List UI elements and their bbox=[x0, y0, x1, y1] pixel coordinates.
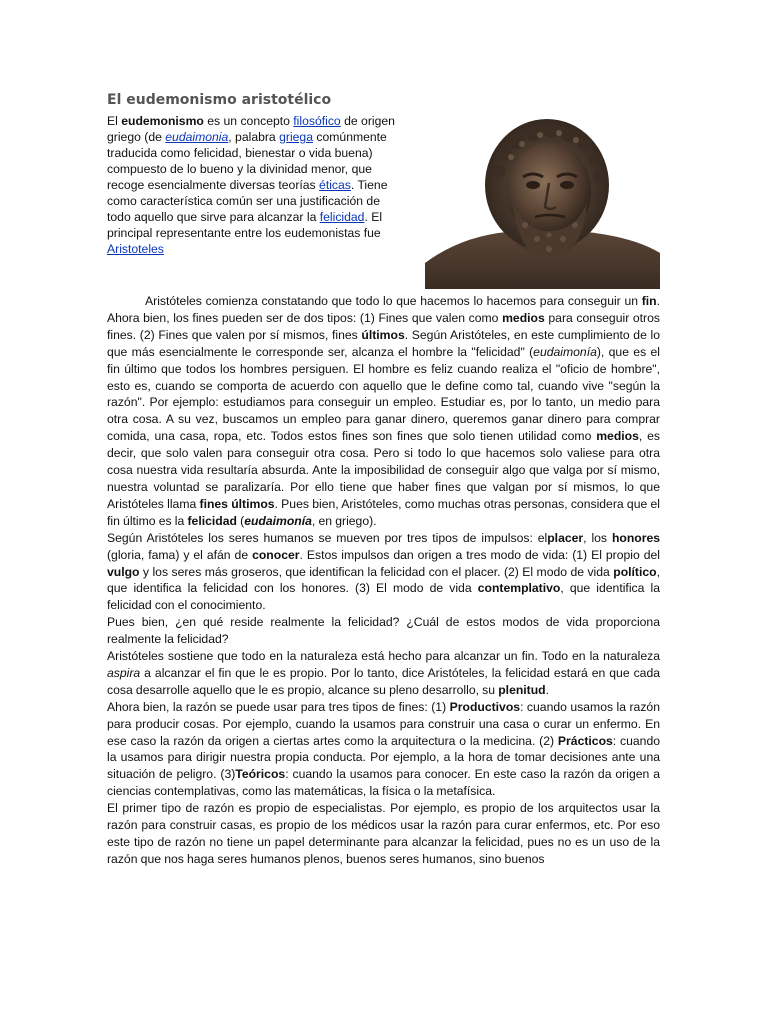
body-paragraph bbox=[107, 648, 660, 699]
bold-term: honores bbox=[611, 530, 661, 545]
text-run: , que identifica la felicidad con el conocimiento. bbox=[107, 581, 660, 613]
bold-term: medios bbox=[502, 310, 545, 325]
text-run: . Tiene como característica común ser una justificación de todo aquello que sirve para alcanzar la bbox=[107, 178, 388, 224]
text-run: comúnmente traducida como felicidad, bienestar o vida buena) compuesto de lo bueno y la divinidad menor, que recoge esencialmente diversas teorías bbox=[107, 130, 387, 192]
body-paragraph bbox=[107, 530, 660, 615]
text-run: , en griego). bbox=[311, 513, 377, 528]
bold-term: contemplativo bbox=[477, 581, 561, 596]
text-run: Ahora bien, la razón se puede usar para tres tipos de fines: (1) bbox=[107, 699, 450, 714]
text-run: . Pues bien, Aristóteles, como muchas otras personas, considera que el fin último es la bbox=[107, 496, 660, 528]
text-run: : cuando usamos la razón para producir cosas. Por ejemplo, cuando la usamos para construir una casa o curar un enfermo. En ese caso la razón da origen a ciertas artes como la arquitectura o la medicina. (2) bbox=[107, 699, 660, 748]
text-run: : cuando la usamos para dirigir nuestra propia conducta. Por ejemplo, a la hora de tomar decisiones ante una situación de peligro. (3) bbox=[107, 733, 661, 782]
text-run: es un concepto bbox=[203, 114, 294, 128]
text-run: . Según Aristóteles, en este cumplimiento de lo que más esencialmente le corresponde ser, alcanza el hombre la "felicidad" ( bbox=[107, 327, 660, 359]
bold-term: Teóricos bbox=[235, 767, 286, 782]
italic-term: aspira bbox=[107, 665, 141, 680]
bold-term: fines últimos bbox=[199, 496, 275, 511]
bold-term: eudaimonía bbox=[244, 513, 312, 528]
text-run: de origen griego (de bbox=[107, 114, 395, 144]
bold-term: político bbox=[613, 564, 657, 579]
text-run: El bbox=[107, 114, 122, 128]
bold-term: conocer bbox=[252, 547, 300, 562]
body-paragraph bbox=[107, 800, 660, 868]
text-run: Aristóteles sostiene que todo en la naturaleza está hecho para alcanzar un fin. Todo en la naturaleza bbox=[107, 649, 660, 664]
link[interactable]: eudaimonia bbox=[165, 130, 229, 144]
link[interactable]: éticas bbox=[319, 178, 351, 192]
link[interactable]: Aristoteles bbox=[107, 242, 164, 256]
bold-term: últimos bbox=[361, 327, 405, 342]
text-run: El primer tipo de razón es propio de especialistas. Por ejemplo, es propio de los arquitectos usar la razón para construir casas, es propio de los médicos usar la razón para curar enfermos, etc. Por eso este tipo de razón no tiene un papel determinante para alcanzar la felicidad, pues no es un uso de la razón que nos haga seres humanos plenos, buenos seres humanos, sino buenos bbox=[107, 801, 660, 866]
text-run: para conseguir otros fines. (2) Fines que valen por sí mismos, fines bbox=[107, 310, 660, 342]
text-run: y los seres más groseros, que identifican la felicidad con el placer. (2) El modo de vida bbox=[139, 564, 614, 579]
document-title: El eudemonismo aristotélico bbox=[107, 92, 332, 108]
bold-term: medios bbox=[596, 429, 639, 444]
text-run: (gloria, fama) y el afán de bbox=[107, 547, 253, 562]
link[interactable]: griega bbox=[279, 130, 313, 144]
text-run: Pues bien, ¿en qué reside realmente la felicidad? ¿Cuál de estos modos de vida proporciona realmente la felicidad? bbox=[107, 615, 660, 647]
text-run: : cuando la usamos para conocer. En este caso la razón da origen a ciencias contemplativas, como las matemáticas, la física o la metafísica. bbox=[107, 767, 660, 799]
bold-term: felicidad bbox=[187, 513, 237, 528]
text-run: , que identifica la felicidad con los honores. (3) El modo de vida bbox=[107, 564, 660, 596]
text-run: ), que es el fin último que todos los hombres persiguen. El hombre es feliz cuando realiza el "oficio de hombre", esto es, cuando se comporta de acuerdo con aquello que le define como tal, cuando vive "según la razón". Por ejemplo: estudiamos para conseguir un empleo. Estudiar es, por lo tanto, un medio para otra cosa. A su vez, buscamos un empleo para ganar dinero, queremos ganar dinero para comprar comida, una casa, ropa, etc. Todos estos fines son fines que solo tienen utilidad como bbox=[107, 344, 660, 444]
text-run: Aristóteles comienza constatando que todo lo que hacemos lo hacemos para conseguir un bbox=[145, 294, 642, 308]
text-run: . bbox=[545, 682, 550, 697]
aristotle-bust-image bbox=[425, 113, 660, 289]
text-run: . Ahora bien, los fines pueden ser de dos tipos: (1) Fines que valen como bbox=[107, 294, 660, 325]
text-run: . Estos impulsos dan origen a tres modo de vida: (1) El propio del bbox=[299, 547, 660, 562]
link[interactable]: felicidad bbox=[319, 210, 365, 224]
bold-term: vulgo bbox=[107, 564, 140, 579]
text-run: ( bbox=[236, 513, 245, 528]
bold-term: plenitud bbox=[498, 682, 546, 697]
body-text bbox=[107, 293, 660, 868]
text-run: , los bbox=[583, 530, 612, 545]
bold-term: Prácticos bbox=[557, 733, 613, 748]
text-run: , es decir, que solo valen para conseguir otra cosa. Pero si todo lo que hacemos solo valiese para otra cosa nuestra vida resultaría absurda. Ante la imposibilidad de conseguir algo que valga por sí mismo, nuestra voluntad se paralizaría. Por ello tiene que haber fines que valgan por sí mismos, lo que Aristóteles llama bbox=[107, 429, 660, 511]
body-paragraph bbox=[107, 699, 660, 800]
text-run: . El principal representante entre los eudemonistas fue bbox=[107, 210, 383, 240]
link[interactable]: filosófico bbox=[293, 114, 341, 128]
intro-paragraph bbox=[107, 113, 407, 257]
italic-term: eudaimonía bbox=[533, 344, 597, 359]
text-run: Según Aristóteles los seres humanos se mueven por tres tipos de impulsos: el bbox=[107, 530, 548, 545]
body-paragraph bbox=[107, 614, 660, 648]
bold-term: fin bbox=[641, 294, 657, 308]
bold-term: eudemonismo bbox=[121, 114, 204, 128]
bold-term: placer bbox=[547, 530, 584, 545]
body-paragraph bbox=[107, 293, 660, 530]
text-run: a alcanzar el fin que le es propio. Por lo tanto, dice Aristóteles, la felicidad estará en que cada cosa desarrolle aquello que le es propio, alcance su pleno desarrollo, su bbox=[107, 665, 660, 697]
text-run: , palabra bbox=[228, 130, 280, 144]
bold-term: Productivos bbox=[449, 699, 521, 714]
